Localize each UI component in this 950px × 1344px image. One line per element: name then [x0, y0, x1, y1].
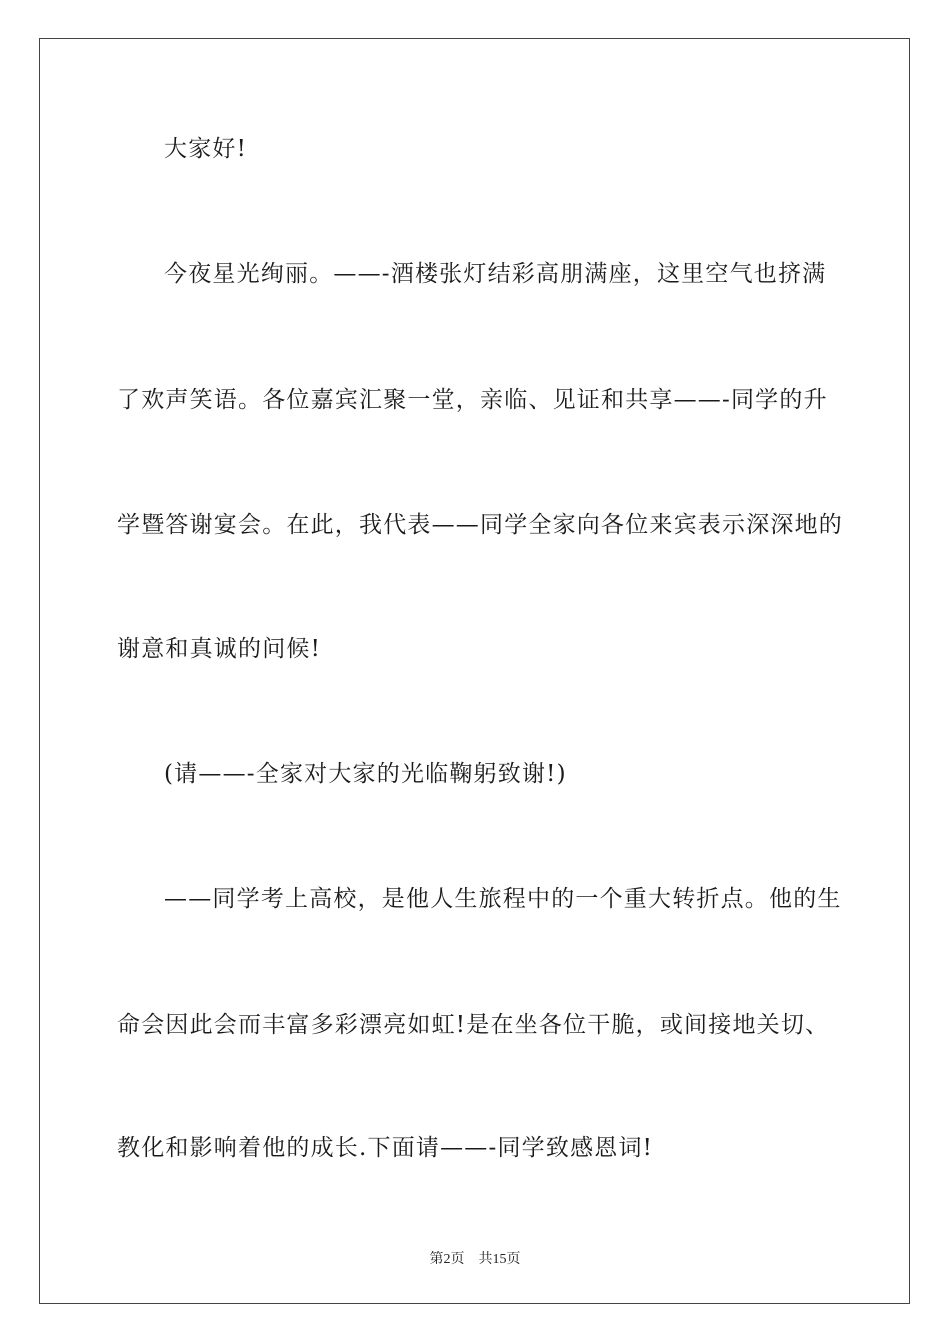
- paragraph-line: (请——-全家对大家的光临鞠躬致谢!): [164, 761, 567, 787]
- paragraph-line: 命会因此会而丰富多彩漂亮如虹!是在坐各位干脆，或间接地关切、: [117, 1012, 830, 1038]
- paragraph-line: 大家好!: [164, 136, 248, 162]
- page-number-total: 共15页: [478, 1252, 521, 1267]
- paragraph-line: 谢意和真诚的问候!: [117, 636, 322, 662]
- paragraph-line: ——同学考上高校，是他人生旅程中的一个重大转折点。他的生: [164, 886, 842, 912]
- paragraph-line: 教化和影响着他的成长.下面请——-同学致感恩词!: [117, 1135, 654, 1161]
- page-border: [39, 38, 910, 1304]
- page-number-current: 第2页: [429, 1252, 465, 1267]
- paragraph-line: 了欢声笑语。各位嘉宾汇聚一堂，亲临、见证和共享——-同学的升: [117, 387, 828, 413]
- paragraph-line: 学暨答谢宴会。在此，我代表——同学全家向各位来宾表示深深地的: [117, 512, 843, 538]
- paragraph-line: 今夜星光绚丽。——-酒楼张灯结彩高朋满座，这里空气也挤满: [164, 261, 827, 287]
- page-footer: [0, 1248, 950, 1268]
